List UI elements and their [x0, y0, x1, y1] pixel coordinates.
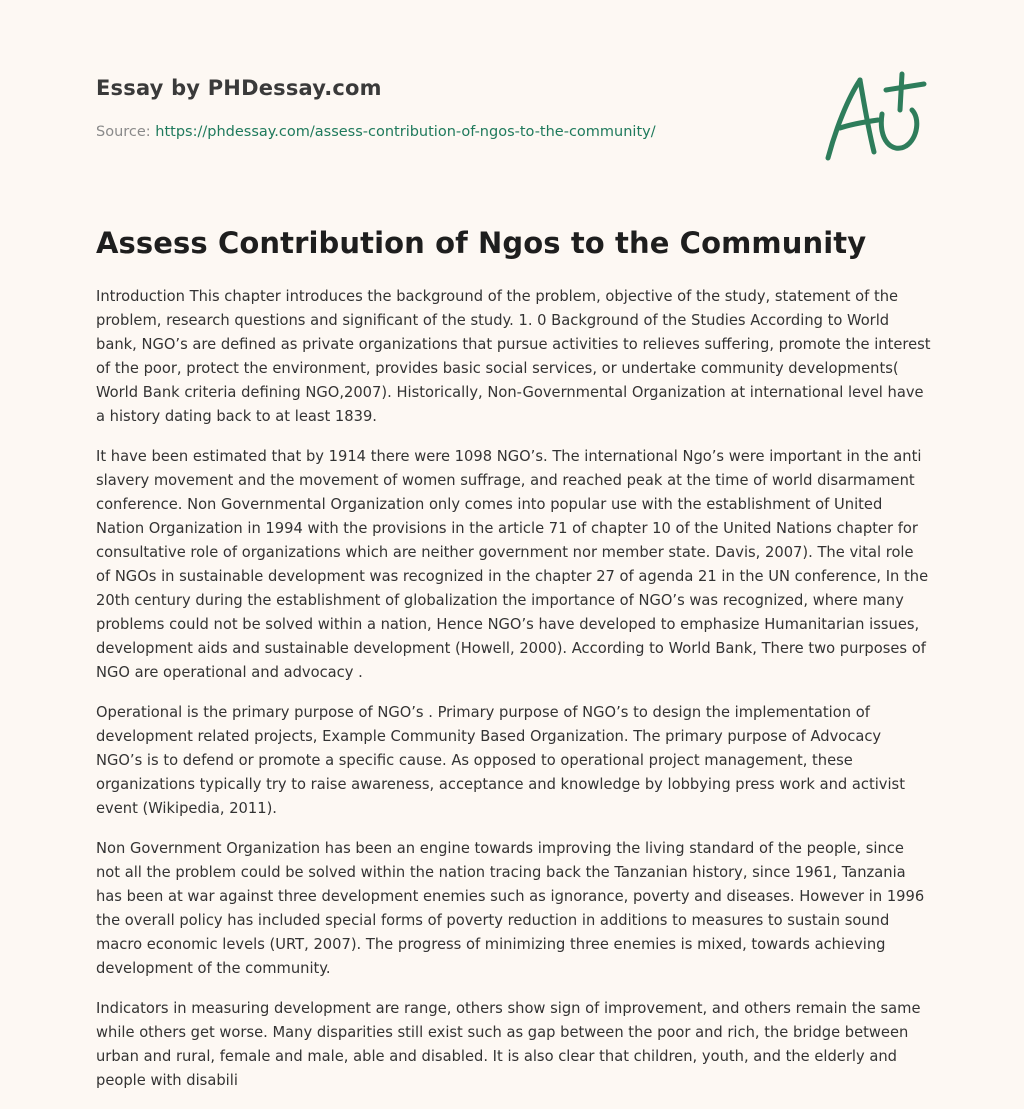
source-link[interactable]: https://phdessay.com/assess-contribution-of-ngos-to-the-community/	[155, 124, 656, 140]
paragraph: Non Government Organization has been an engine towards improving the living standard of the people, since not all the problem could be solved within the nation tracing back the Tanzanian history, since 1961, Tanzania has been at war against three development enemies such as ignorance, poverty and diseases. However in 1996 the overall policy has included special forms of poverty reduction in additions to measures to sustain sound macro economic levels (URT, 2007). The progress of minimizing three enemies is mixed, towards achieving development of the community.	[96, 840, 925, 977]
essay-body	[96, 285, 932, 1109]
source-label: Source:	[96, 124, 156, 140]
paragraph: Operational is the primary purpose of NGO’s . Primary purpose of NGO’s to design the implementation of development related projects, Example Community Based Organization. The primary purpose of Advocacy NGO’s is to defend or promote a specific cause. As opposed to operational project management, these organizations typically try to raise awareness, acceptance and knowledge by lobbying press work and activist event (Wikipedia, 2011).	[96, 704, 905, 817]
paragraph: It have been estimated that by 1914 there were 1098 NGO’s. The international Ngo’s were important in the anti slavery movement and the movement of women suffrage, and reached peak at the time of world disarmament conference. Non Governmental Organization only comes into popular use with the establishment of United Nation Organization in 1994 with the provisions in the article 71 of chapter 10 of the United Nations chapter for consultative role of organizations which are neither government nor member state. Davis, 2007). The vital role of NGOs in sustainable development was recognized in the chapter 27 of agenda 21 in the UN conference, In the 20th century during the establishment of globalization the importance of NGO’s was recognized, where many problems could not be solved within a nation, Hence NGO’s have developed to emphasize Humanitarian issues, development aids and sustainable development (Howell, 2000). According to World Bank, There two purposes of NGO are operational and advocacy .	[96, 448, 929, 681]
brand-title: Essay by PHDessay.com	[96, 76, 382, 100]
a-plus-logo-icon	[820, 68, 930, 168]
paragraph: Introduction This chapter introduces the background of the problem, objective of the study, statement of the problem, research questions and significant of the study. 1. 0 Background of the Studies According to World bank, NGO’s are defined as private organizations that pursue activities to relieves suffering, promote the interest of the poor, protect the environment, provides basic social services, or undertake community developments( World Bank criteria defining NGO,2007). Historically, Non-Governmental Organization at international level have a history dating back to at least 1839.	[96, 288, 931, 425]
source-line	[96, 124, 656, 140]
essay-title: Assess Contribution of Ngos to the Community	[96, 226, 867, 260]
paragraph: Indicators in measuring development are range, others show sign of improvement, and others remain the same while others get worse. Many disparities still exist such as gap between the poor and rich, the bridge between urban and rural, female and male, able and disabled. It is also clear that children, youth, and the elderly and people with disabili	[96, 1000, 921, 1089]
